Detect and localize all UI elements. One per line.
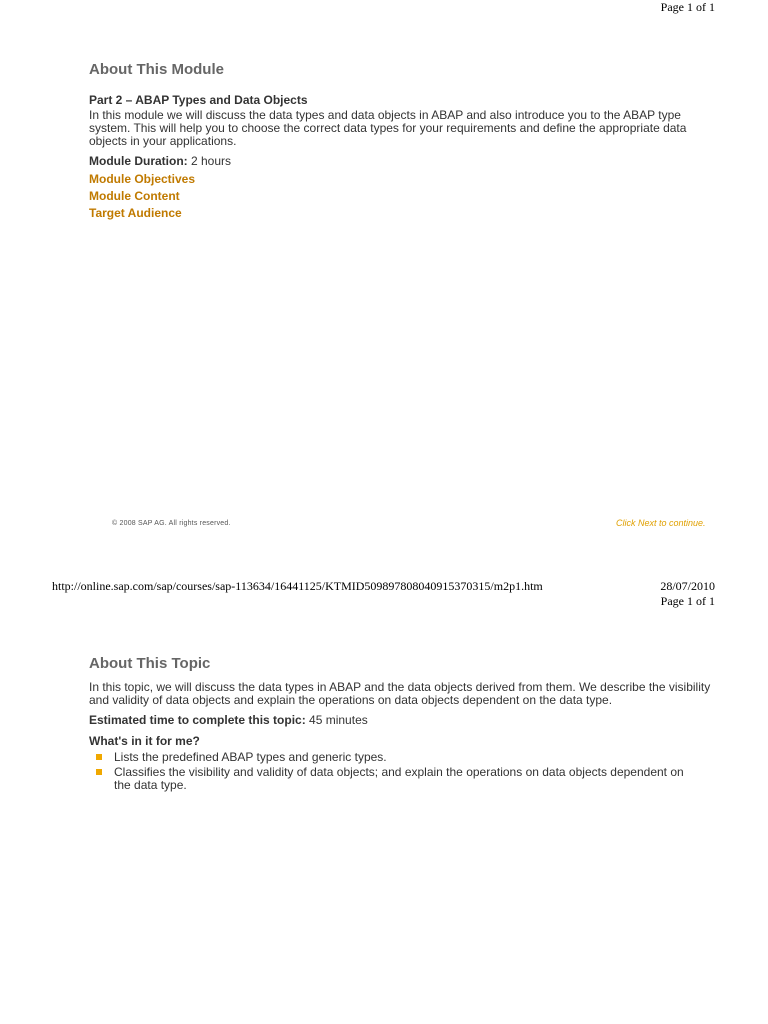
bullet-text: Lists the predefined ABAP types and generic types. [114, 750, 387, 764]
module-objectives-link[interactable]: Module Objectives [89, 172, 196, 186]
benefits-list [89, 751, 699, 794]
page-number-bottom: Page 1 of 1 [660, 594, 715, 608]
time-value: 45 minutes [305, 713, 368, 727]
time-label: Estimated time to complete this topic: [89, 713, 306, 727]
bullet-square-icon [96, 754, 102, 760]
page-url[interactable]: http://online.sap.com/sap/courses/sap-113634/16441125/KTMID509897808040915370315/m2p1.htm [52, 579, 543, 593]
module-content-link[interactable]: Module Content [89, 189, 180, 203]
copyright: © 2008 SAP AG. All rights reserved. [112, 520, 231, 527]
estimated-time [89, 714, 368, 727]
part-heading: Part 2 – ABAP Types and Data Objects [89, 93, 308, 107]
list-item [89, 766, 699, 792]
module-description: In this module we will discuss the data types and data objects in ABAP and also introduce you to the ABAP type system. This will help you to choose the correct data types for your requirements and define the appropriate data objects in your applications. [89, 108, 687, 148]
module-links [89, 171, 195, 222]
page-number-top: Page 1 of 1 [660, 0, 715, 14]
continue-hint: Click Next to continue. [616, 518, 706, 528]
bullet-square-icon [96, 769, 102, 775]
topic-description: In this topic, we will discuss the data types in ABAP and the data objects derived from them. We describe the visibility and validity of data objects and explain the operations on data objects dependent on the data type. [89, 680, 711, 707]
topic-title: About This Topic [89, 655, 211, 672]
duration-value: 2 hours [187, 154, 232, 168]
print-date: 28/07/2010 [660, 579, 715, 593]
whats-in-heading: What's in it for me? [89, 734, 200, 748]
duration-label: Module Duration: [89, 154, 188, 168]
module-title: About This Module [89, 61, 224, 78]
list-item [89, 751, 699, 764]
target-audience-link[interactable]: Target Audience [89, 206, 182, 220]
module-duration [89, 155, 231, 168]
bullet-text: Classifies the visibility and validity of data objects; and explain the operations on data objects dependent on the data type. [114, 765, 684, 792]
